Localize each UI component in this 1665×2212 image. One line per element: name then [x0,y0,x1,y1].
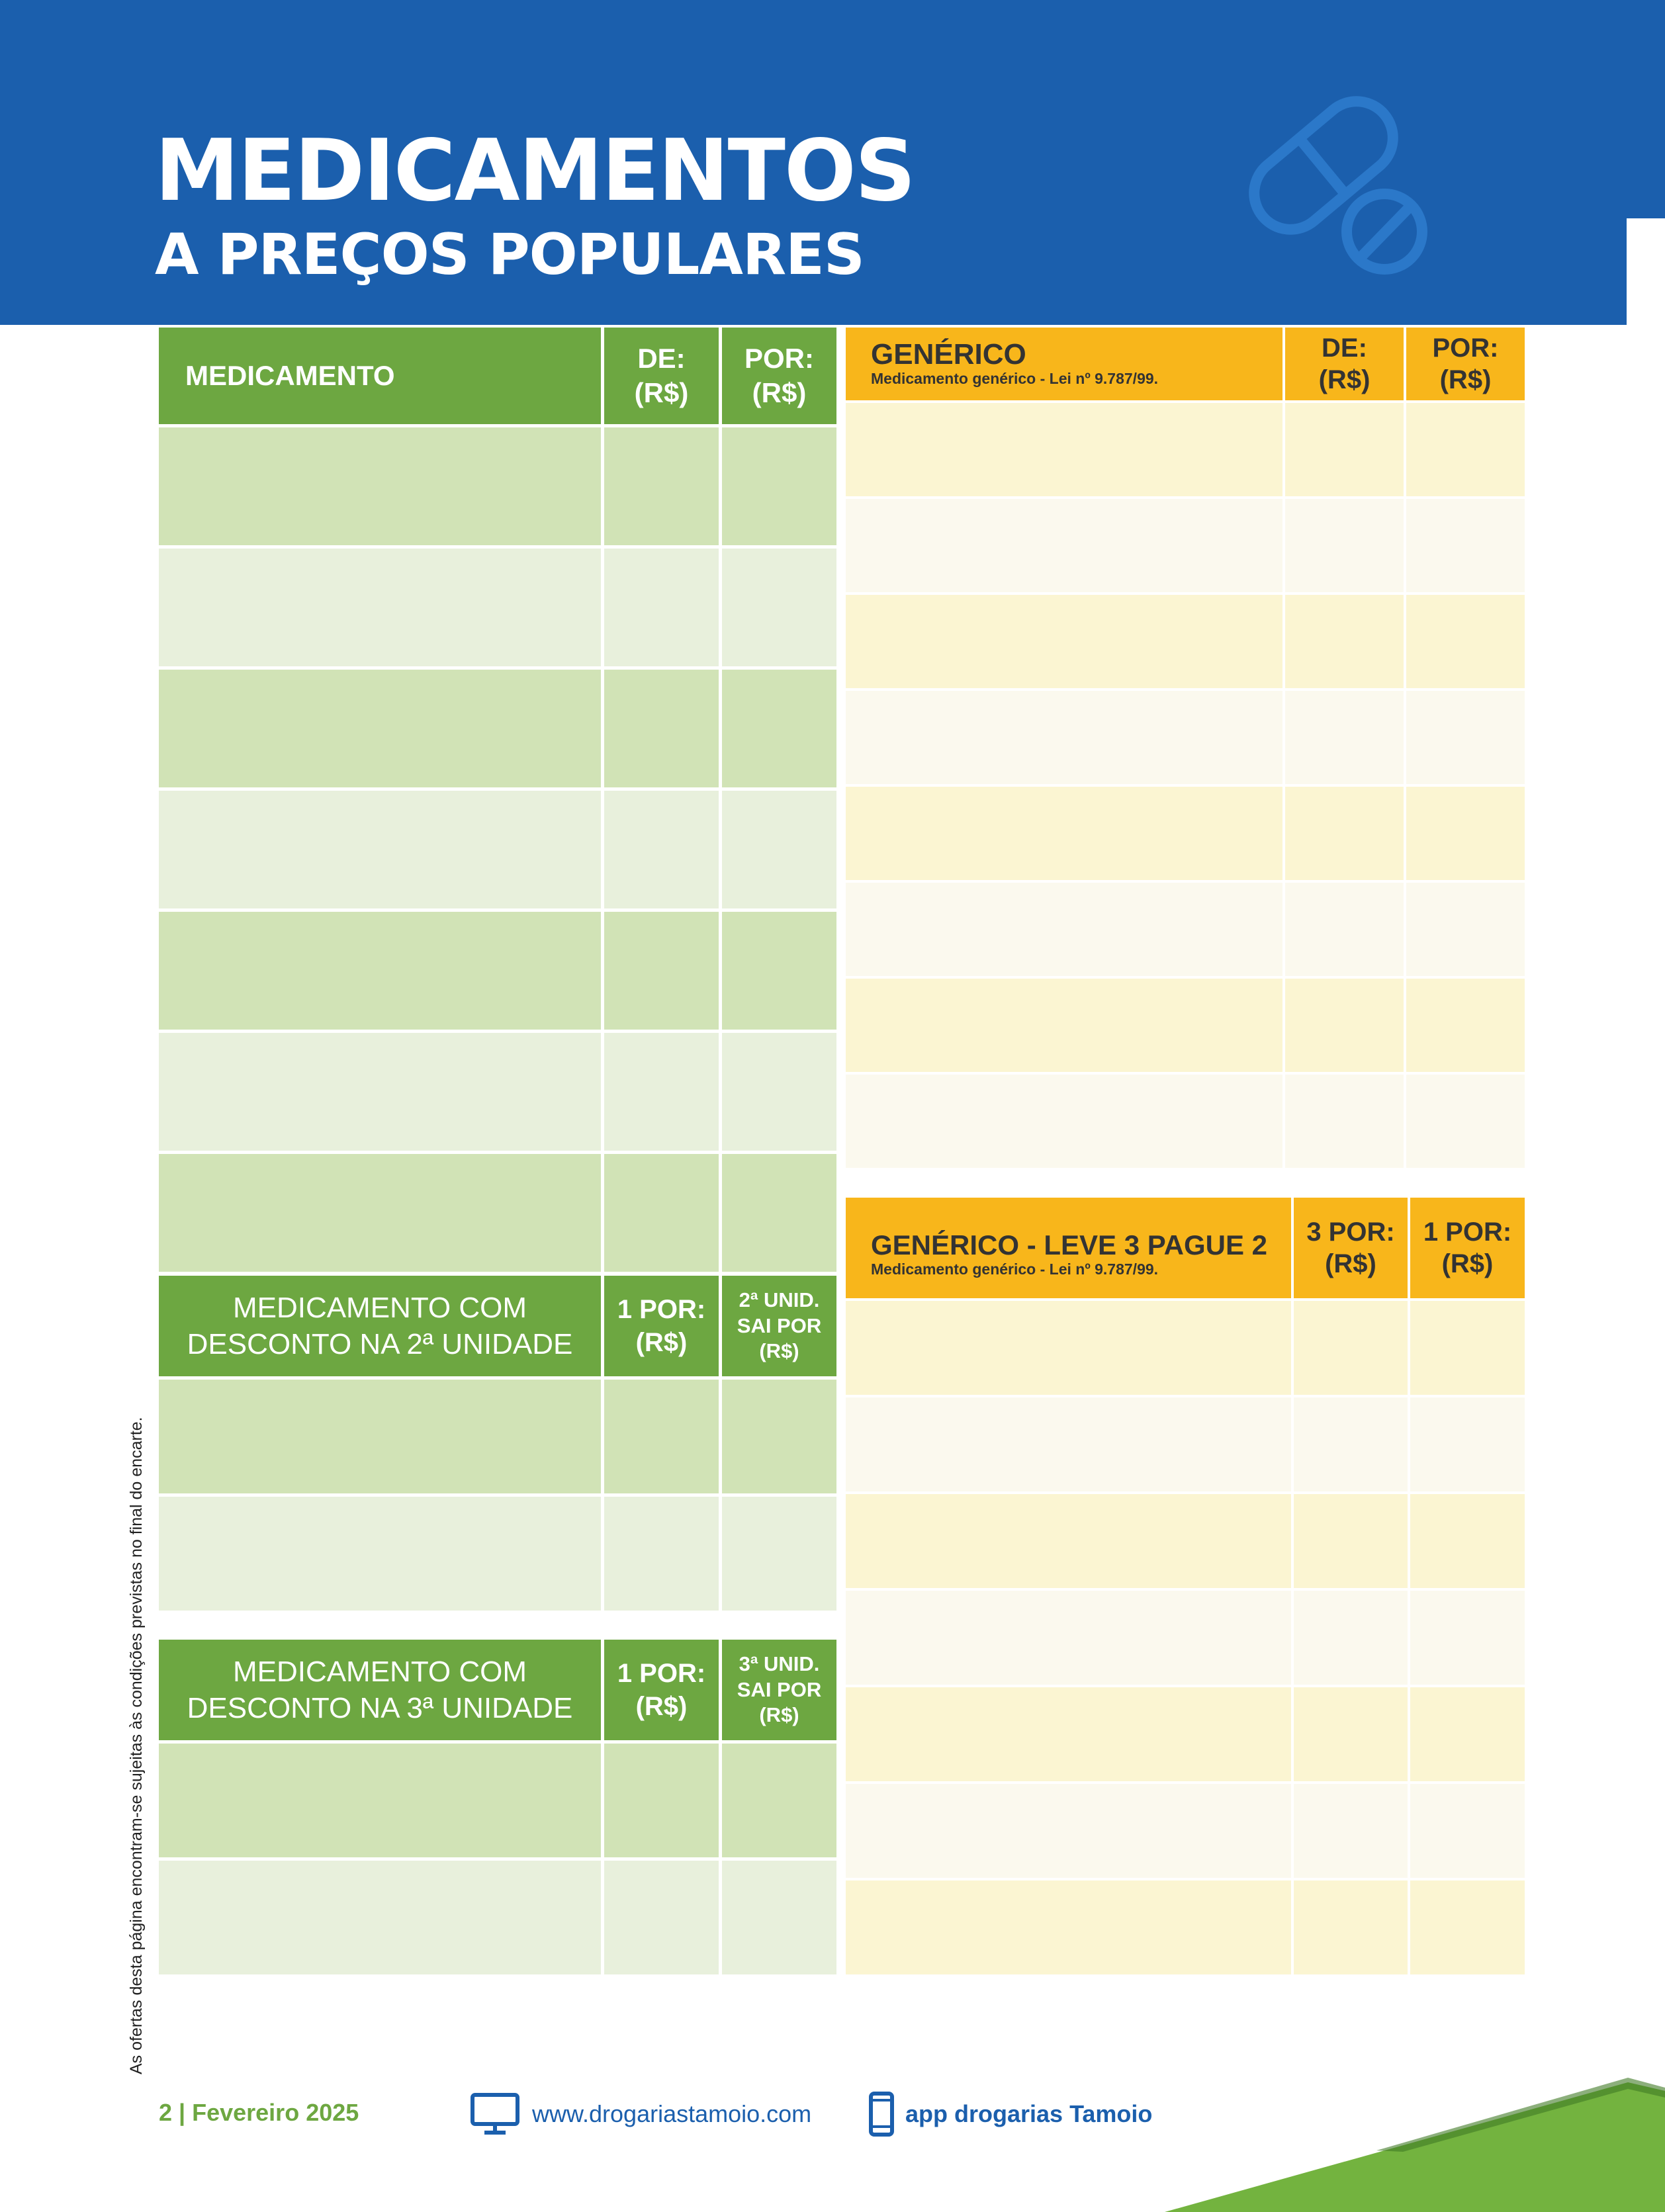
smartphone-icon [868,2091,895,2137]
table-cell [1404,883,1525,976]
table-cell [159,912,601,1030]
table-cell [1291,1397,1408,1491]
desconto-2-header-1por: 1 POR: (R$) [601,1276,719,1376]
table-cell [1408,1591,1525,1685]
table-cell [719,791,836,908]
table-cell [846,1880,1291,1974]
table-cell [159,1380,601,1493]
table-cell [1404,691,1525,784]
medicamento-table [159,328,836,1272]
table-cell [719,670,836,787]
table-cell [1282,499,1404,592]
table-cell [159,1497,601,1611]
page-subtitle: A PREÇOS POPULARES [155,222,864,288]
website-link[interactable]: www.drogariastamoio.com [532,2100,812,2127]
table-cell [1291,1784,1408,1878]
table-cell [601,670,719,787]
medicamento-header-de: DE: (R$) [601,328,719,424]
table-cell [1404,595,1525,688]
table-cell [1282,691,1404,784]
table-cell [159,1861,601,1974]
table-cell [601,1154,719,1272]
table-cell [1282,883,1404,976]
table-cell [1291,1494,1408,1588]
table-cell [719,1497,836,1611]
table-cell [719,1380,836,1493]
table-cell [719,912,836,1030]
table-cell [159,549,601,666]
generico-leve3-table [846,1198,1525,1974]
desconto-2-header-unid: 2ª UNID. SAI POR (R$) [719,1276,836,1376]
medicamento-header-name: MEDICAMENTO [159,328,601,424]
table-cell [719,1861,836,1974]
desconto-3-header-1por: 1 POR: (R$) [601,1640,719,1740]
table-cell [159,791,601,908]
generico-leve3-header-3por: 3 POR: (R$) [1291,1198,1408,1298]
table-cell [846,787,1282,880]
generico-header-de: DE: (R$) [1282,328,1404,400]
table-cell [1404,787,1525,880]
table-cell [1404,979,1525,1072]
table-cell [846,1687,1291,1781]
table-cell [719,549,836,666]
table-cell [846,1494,1291,1588]
page-number: 2 | Fevereiro 2025 [159,2099,359,2126]
table-cell [719,1744,836,1857]
monitor-icon [470,2092,520,2136]
table-cell [601,1497,719,1611]
table-cell [601,912,719,1030]
table-cell [1291,1880,1408,1974]
table-cell [1282,979,1404,1072]
desconto-3-header-name: MEDICAMENTO COM DESCONTO NA 3ª UNIDADE [159,1640,601,1740]
generico-leve3-header-name [846,1198,1291,1298]
table-cell [846,403,1282,496]
footer-website[interactable] [470,2092,811,2136]
footer-app[interactable] [868,2091,1152,2137]
table-cell [1282,595,1404,688]
table-cell [159,1154,601,1272]
generico-header-name [846,328,1282,400]
table-cell [1404,1075,1525,1168]
table-cell [846,1397,1291,1491]
medicamento-header-por: POR: (R$) [719,328,836,424]
generico-title: GENÉRICO [871,338,1026,371]
desconto-2-table [159,1276,836,1611]
table-cell [846,1075,1282,1168]
generico-leve3-header-1por: 1 POR: (R$) [1408,1198,1525,1298]
table-cell [159,427,601,545]
table-cell [1282,787,1404,880]
table-cell [1408,1301,1525,1395]
table-cell [601,1380,719,1493]
table-cell [1404,403,1525,496]
desconto-2-header-name: MEDICAMENTO COM DESCONTO NA 2ª UNIDADE [159,1276,601,1376]
table-cell [846,499,1282,592]
app-link[interactable]: app drogarias Tamoio [905,2100,1153,2127]
generico-table [846,328,1525,1168]
table-cell [719,1033,836,1151]
table-cell [846,979,1282,1072]
table-cell [159,1033,601,1151]
table-cell [1408,1784,1525,1878]
table-cell [1291,1687,1408,1781]
table-cell [601,1861,719,1974]
table-cell [1408,1880,1525,1974]
table-cell [601,1033,719,1151]
table-cell [846,1784,1291,1878]
table-cell [601,549,719,666]
generico-leve3-title: GENÉRICO - LEVE 3 PAGUE 2 [871,1229,1268,1261]
table-cell [159,670,601,787]
table-cell [601,427,719,545]
offers-disclaimer: As ofertas desta página encontram-se sujeitas às condições previstas no final do encarte. [127,1417,146,2074]
table-cell [1404,499,1525,592]
desconto-3-header-unid: 3ª UNID. SAI POR (R$) [719,1640,836,1740]
table-cell [1408,1397,1525,1491]
table-cell [846,595,1282,688]
generico-header-por: POR: (R$) [1404,328,1525,400]
table-cell [1282,1075,1404,1168]
desconto-3-table [159,1640,836,1974]
table-cell [846,691,1282,784]
generico-subtitle: Medicamento genérico - Lei nº 9.787/99. [871,370,1159,388]
table-cell [719,1154,836,1272]
header-notch [1627,0,1665,218]
table-cell [1408,1687,1525,1781]
table-cell [1291,1301,1408,1395]
table-cell [1282,403,1404,496]
table-cell [601,1744,719,1857]
table-cell [1291,1591,1408,1685]
table-cell [159,1744,601,1857]
table-cell [1408,1494,1525,1588]
table-cell [846,1591,1291,1685]
generico-leve3-subtitle: Medicamento genérico - Lei nº 9.787/99. [871,1261,1159,1278]
page-title: MEDICAMENTOS [155,122,915,220]
table-cell [601,791,719,908]
pill-icon [1231,79,1443,285]
table-cell [846,1301,1291,1395]
table-cell [846,883,1282,976]
table-cell [719,427,836,545]
